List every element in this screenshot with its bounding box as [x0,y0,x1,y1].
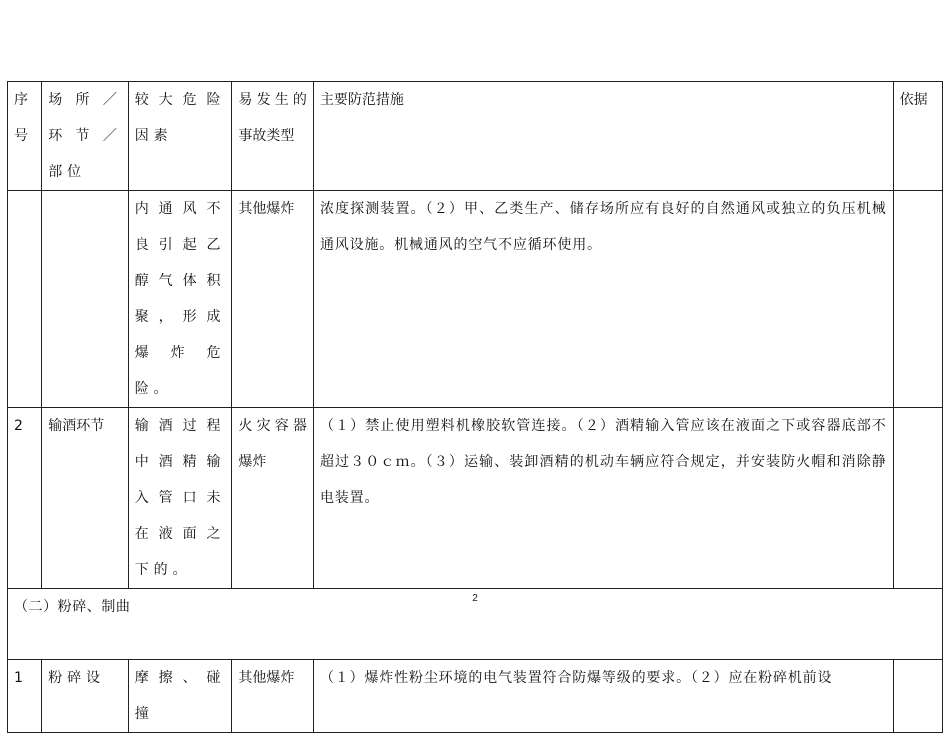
section-title: （二）粉碎、制曲 [14,599,131,615]
row-crush-basis [893,660,942,733]
table-row [8,191,943,408]
row-crush-hazard: 摩擦、碰撞 [128,660,232,733]
row-2-accident: 火灾容器爆炸 [232,408,314,589]
row-crush-accident: 其他爆炸 [232,660,314,733]
row-crush-measures: （１）爆炸性粉尘环境的电气装置符合防爆等级的要求。（２）应在粉碎机前设 [313,660,893,733]
hazard-table [7,81,943,733]
row-cont-basis [893,191,942,408]
header-accident: 易发生的事故类型 [232,82,314,191]
row-cont-hazard: 内通风不良引起乙醇气体积聚，形成爆炸危险。 [128,191,232,408]
row-cont-measures: 浓度探测装置。（２）甲、乙类生产、储存场所应有良好的自然通风或独立的负压机械通风设施。机械通风的空气不应循环使用。 [313,191,893,408]
row-2-basis [893,408,942,589]
header-basis: 依据 [893,82,942,191]
row-crush-location: 粉碎设 [42,660,129,733]
row-cont-no [8,191,42,408]
row-cont-location [42,191,129,408]
row-cont-accident: 其他爆炸 [232,191,314,408]
row-2-hazard: 输酒过程中酒精输入管口未在液面之下的。 [128,408,232,589]
header-no: 序号 [8,82,42,191]
header-location: 场所／环节／部位 [42,82,129,191]
header-hazard: 较大危险因素 [128,82,232,191]
table-row [8,408,943,589]
table-header-row [8,82,943,191]
table-row [8,660,943,733]
header-measures: 主要防范措施 [313,82,893,191]
row-crush-no: 1 [8,660,42,733]
page-number: 2 [472,593,478,604]
row-2-location: 输酒环节 [42,408,129,589]
row-2-measures: （１）禁止使用塑料机橡胶软管连接。（２）酒精输入管应该在液面之下或容器底部不超过３０ｃｍ。（３）运输、装卸酒精的机动车辆应符合规定，并安装防火帽和消除静电装置。 [313,408,893,589]
row-2-no: 2 [8,408,42,589]
